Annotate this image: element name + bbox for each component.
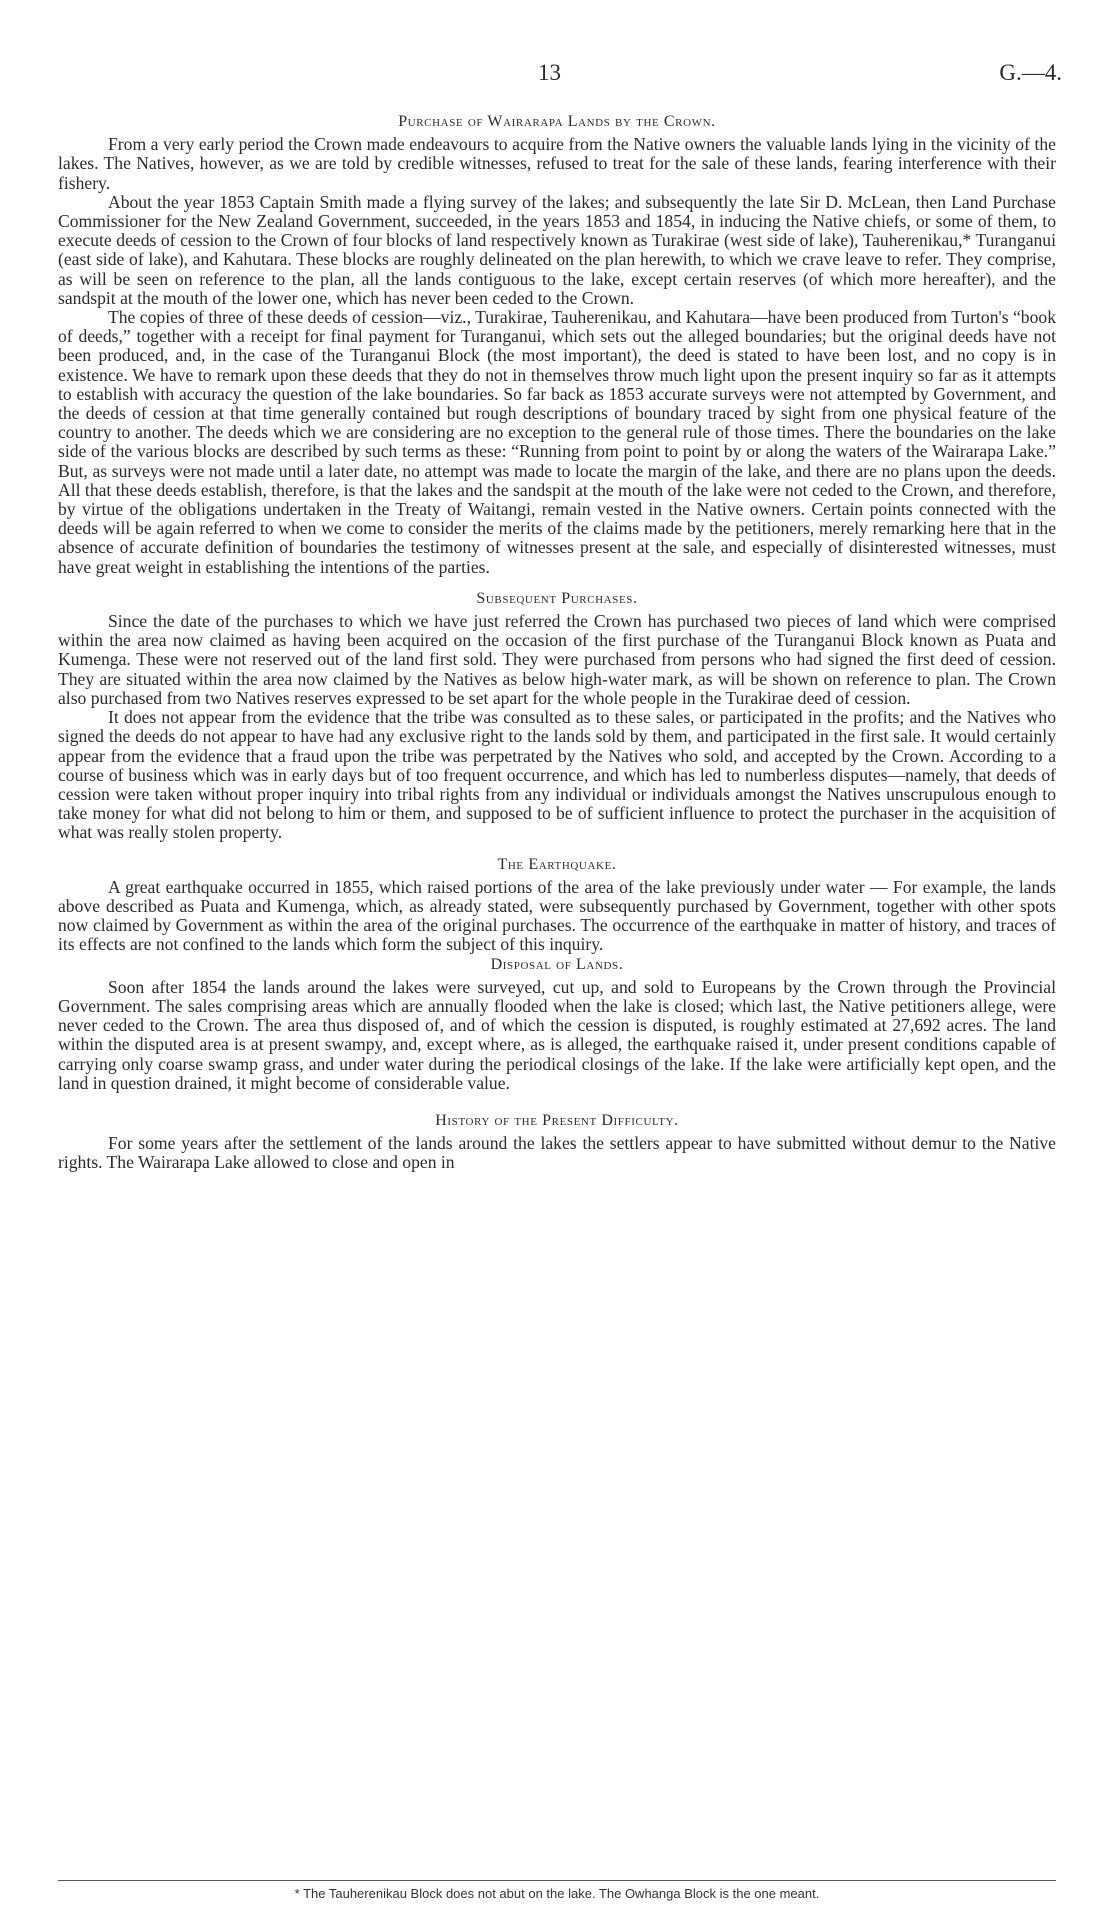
section-heading: Purchase of Wairarapa Lands by the Crown. xyxy=(398,113,716,130)
section-heading: History of the Present Difficulty. xyxy=(435,1111,679,1129)
paragraph: From a very early period the Crown made endeavours to acquire from the Native owners the valuable lands lying in the vicinity of the lakes. The Natives, however, as we are told by credible witnesses, refused to treat for the sale of these lands, fearing interference with their fishery. xyxy=(58,134,1056,193)
section-heading: The Earthquake. xyxy=(497,855,617,873)
page-number: 13 xyxy=(538,60,561,85)
paragraph: It does not appear from the evidence that the tribe was consulted as to these sales, or participated in the profits; and the Natives who signed the deeds do not appear to have had any exclusive right to the lands sold by them, and participated in the first sale. It would certainly appear from the evidence that a fraud upon the tribe was perpetrated by the Natives who sold, and accepted by the Crown. According to a course of business which was in early days but of too frequent occurrence, and which has led to numberless disputes—namely, that deeds of cession were taken without proper inquiry into tribal rights from any individual or individuals amongst the Natives unscrupulous enough to take money for what did not belong to him or them, and supposed to be of sufficient influence to protect the purchaser in the acquisition of what was really stolen property. xyxy=(58,707,1056,843)
paragraph: The copies of three of these deeds of cession—viz., Turakirae, Tauherenikau, and Kahutara—have been produced from Turton's “book of deeds,” together with a receipt for final payment for Turanganui, which sets out the alleged boundaries; but the original deeds have not been produced, and, in the case of the Turanganui Block (the most important), the deed is stated to have been lost, and no copy is in existence. We have to remark upon these deeds that they do not in themselves throw much light upon the present inquiry so far as it attempts to establish with accuracy the question of the lake boundaries. So far back as 1853 accurate surveys were not attempted by Government, and the deeds of cession at that time generally contained but rough descriptions of boundary traced by sight from one physical feature of the country to another. The deeds which we are considering are no exception to the general rule of those times. There the boundaries on the lake side of the various blocks are described by such terms as these: “Running from point to point by or along the waters of the Wairarapa Lake.” But, as surveys were not made until a later date, no attempt was made to locate the margin of the lake, and there are no plans upon the deeds. All that these deeds establish, therefore, is that the lakes and the sandspit at the mouth of the lake were not ceded to the Crown, and therefore, by virtue of the obligations undertaken in the Treaty of Waitangi, remain vested in the Native owners. Certain points connected with the deeds will be again referred to when we come to consider the merits of the claims made by the petitioners, merely remarking here that in the absence of accurate definition of boundaries the testimony of witnesses present at the sale, and especially of disinterested witnesses, must have great weight in establishing the intentions of the parties. xyxy=(58,307,1056,577)
footnote-divider xyxy=(58,1880,1056,1881)
paragraph: Since the date of the purchases to which we have just referred the Crown has purchased two pieces of land which were comprised within the area now claimed as having been acquired on the occasion of the first purchase of the Turanganui Block known as Puata and Kumenga. These were not reserved out of the land first sold. They were purchased from persons who had signed the first deed of cession. They are situated within the area now claimed by the Natives as below high-water mark, as will be shown on reference to plan. The Crown also purchased from two Natives reserves expressed to be set apart for the whole people in the Turakirae deed of cession. xyxy=(58,611,1056,708)
paragraph: Soon after 1854 the lands around the lakes were surveyed, cut up, and sold to Europeans by the Crown through the Provincial Government. The sales comprising areas which are annually flooded when the lake is closed; which last, the Native petitioners allege, were never ceded to the Crown. The area thus disposed of, and of which the cession is disputed, is roughly estimated at 27,692 acres. The land within the disputed area is at present swampy, and, except where, as is alleged, the earthquake raised it, under present conditions capable of carrying only coarse swamp grass, and under water during the periodical closings of the lake. If the lake were artificially kept open, and the land in question drained, it might become of considerable value. xyxy=(58,976,1056,1093)
section-heading: Subsequent Purchases. xyxy=(476,589,638,607)
paragraph: For some years after the settlement of the lands around the lakes the settlers appear to have submitted without demur to the Native rights. The Wairarapa Lake allowed to close and open in xyxy=(58,1133,1056,1173)
page-header xyxy=(0,60,1114,100)
paragraph: About the year 1853 Captain Smith made a flying survey of the lakes; and subsequently the late Sir D. McLean, then Land Purchase Commissioner for the New Zealand Government, succeeded, in the years 1853 and 1854, in inducing the Native chiefs, or some of them, to execute deeds of cession to the Crown of four blocks of land respectively known as Turakirae (west side of lake), Tauherenikau,* Turanganui (east side of lake), and Kahutara. These blocks are roughly delineated on the plan herewith, to which we crave leave to refer. They comprise, as will be seen on reference to the plan, all the lands contiguous to the lake, except certain reserves (of which more hereafter), and the sandspit at the mouth of the lower one, which has never been ceded to the Crown. xyxy=(58,191,1056,308)
footnote: * The Tauherenikau Block does not abut on the lake. The Owhanga Block is the one meant. xyxy=(294,1886,820,1901)
article-body xyxy=(58,112,1056,1173)
section-heading: Disposal of Lands. xyxy=(490,955,624,973)
document-reference: G.—4. xyxy=(999,60,1062,85)
paragraph: A great earthquake occurred in 1855, which raised portions of the area of the lake previously under water — For example, the lands above described as Puata and Kumenga, which, as already stated, were subsequently purchased by Government, together with other spots now claimed by Government as within the area of the original purchases. The occurrence of the earthquake in matter of history, and traces of its effects are not confined to the lands which form the subject of this inquiry. xyxy=(58,876,1056,955)
